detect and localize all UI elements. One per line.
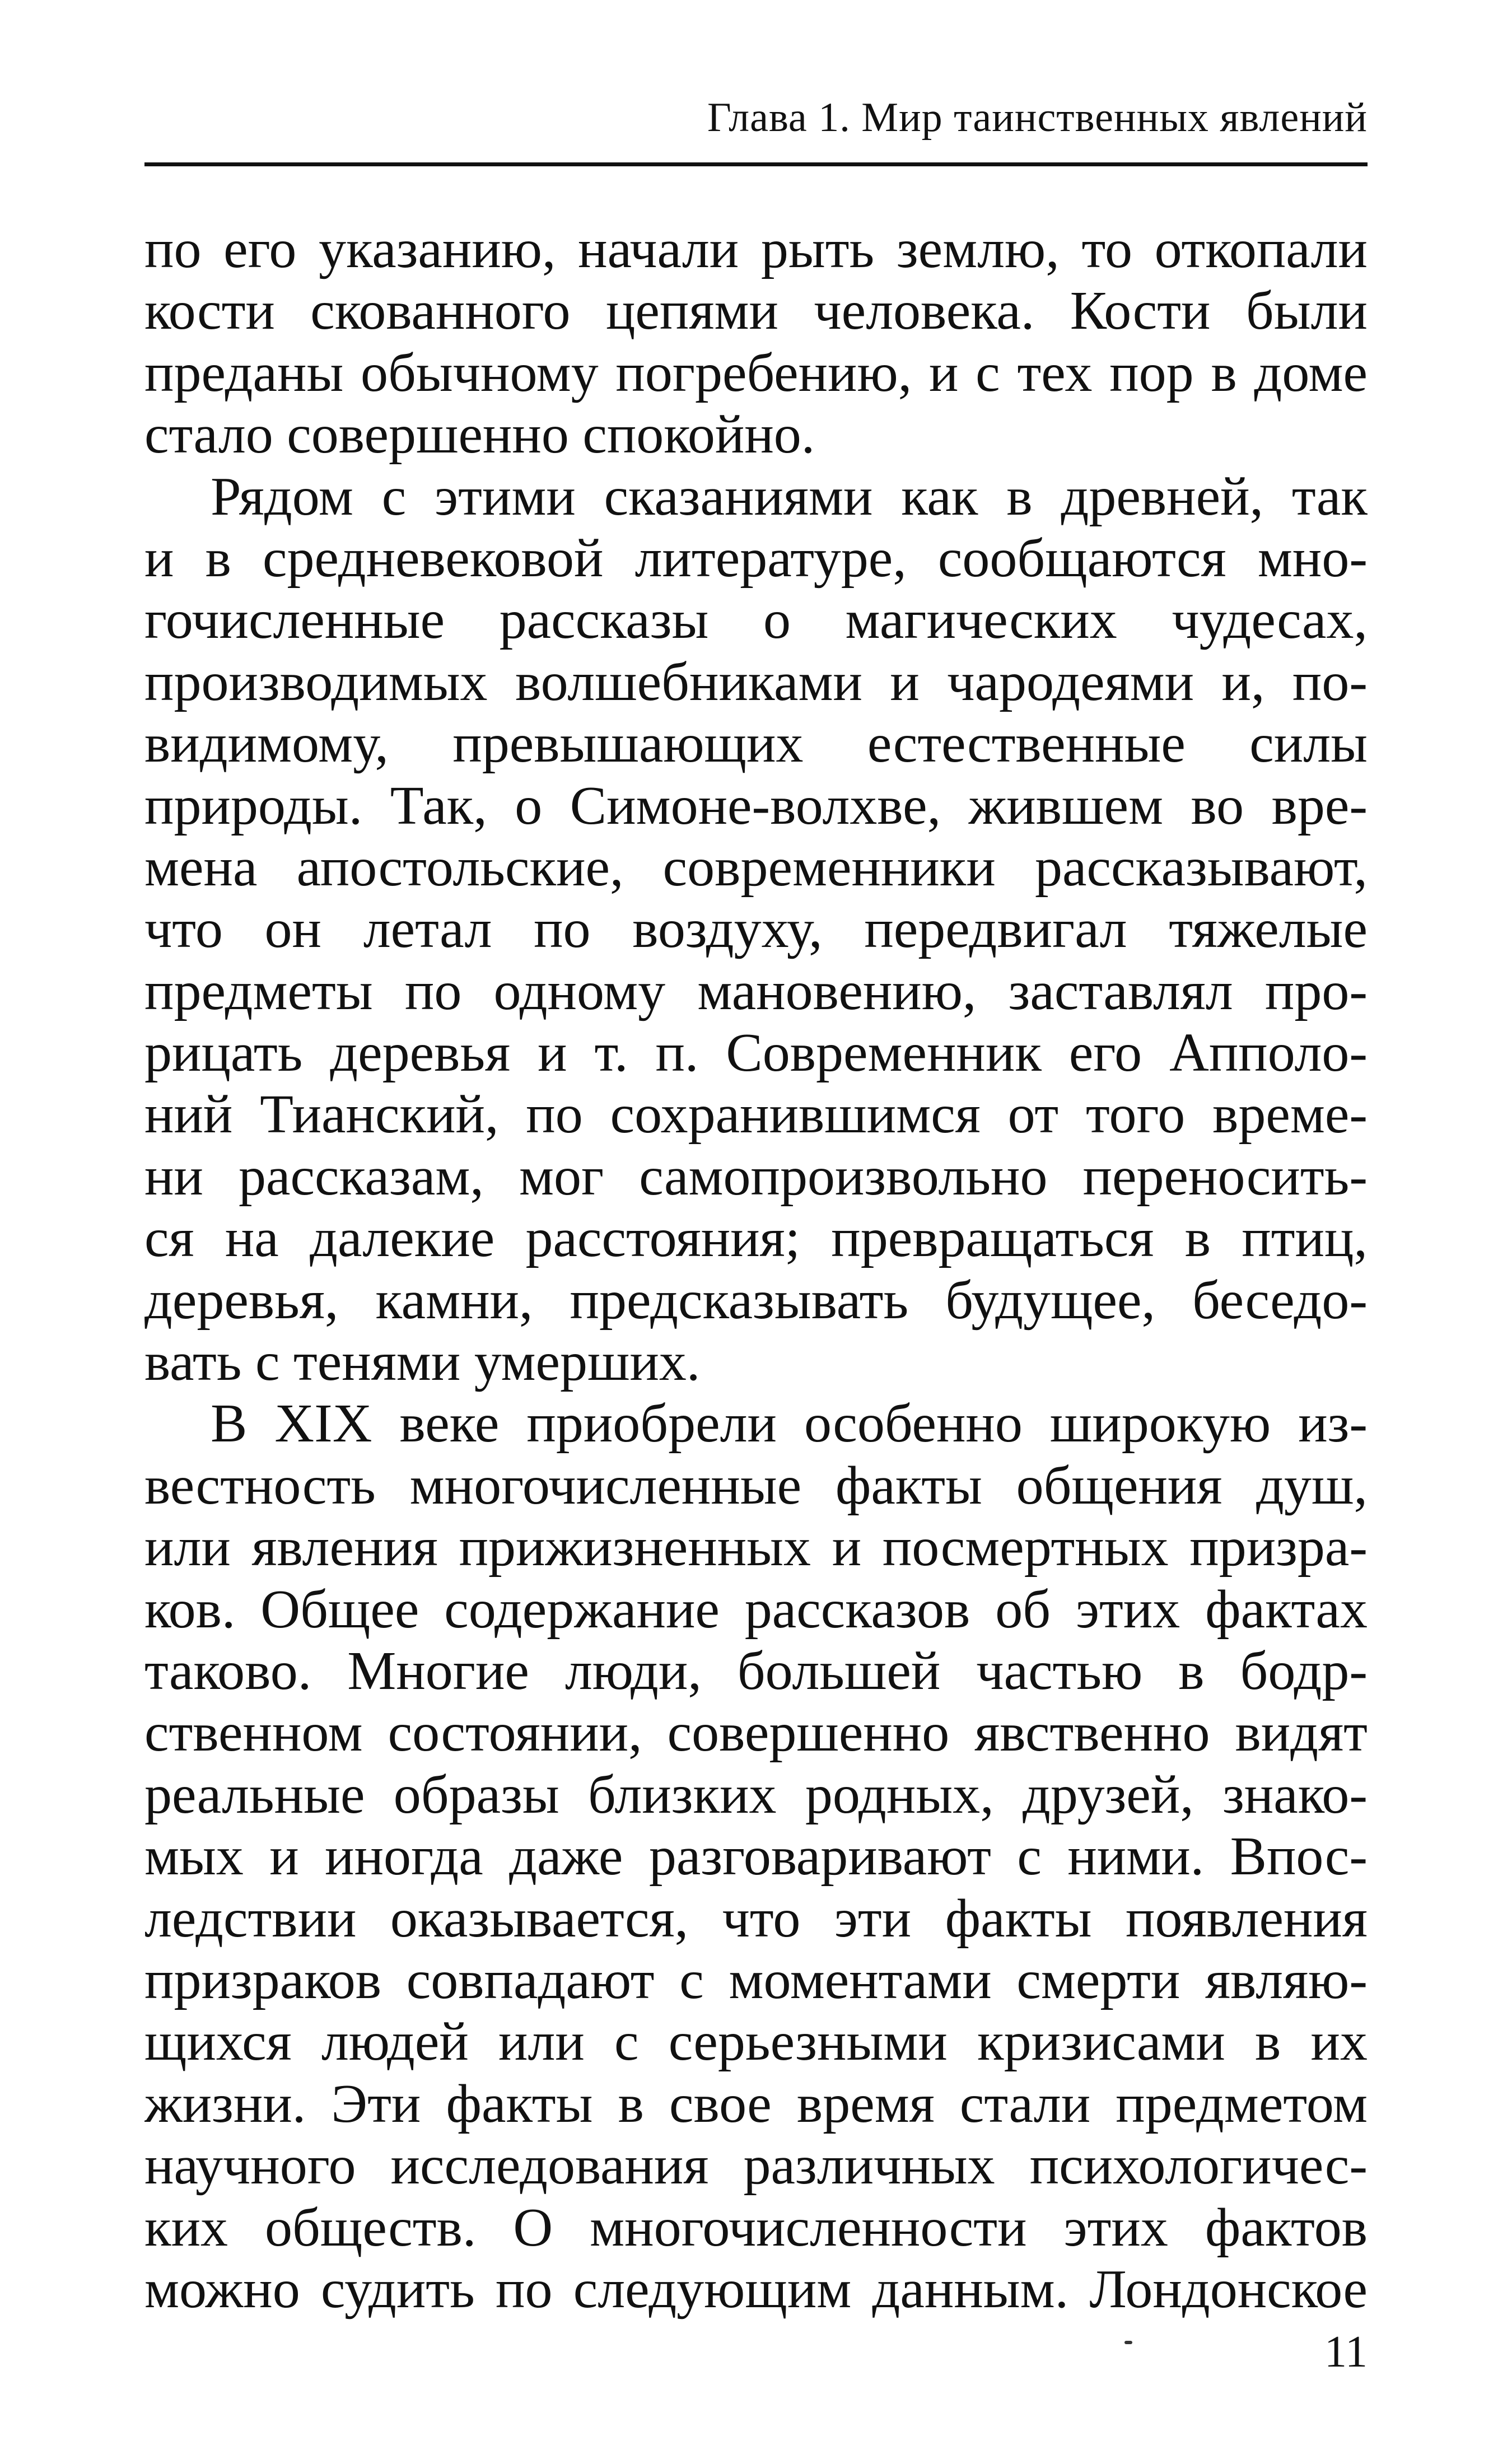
text-line: таково. Многие люди, большей частью в бодр- <box>144 1640 1368 1701</box>
text-line: ледствии оказывается, что эти факты появления <box>144 1888 1368 1949</box>
paragraph <box>144 1393 1368 2320</box>
text-line: преданы обычному погребению, и с тех пор в доме <box>144 342 1368 403</box>
paragraph <box>144 218 1368 466</box>
text-line: рицать деревья и т. п. Современник его Апполо- <box>144 1023 1368 1084</box>
text-line: стало совершенно спокойно. <box>144 404 815 465</box>
text-line: вестность многочисленные факты общения душ, <box>144 1455 1368 1516</box>
print-speck <box>1124 2341 1132 2344</box>
text-line: гочисленные рассказы о магических чудесах, <box>144 590 1368 651</box>
text-line: мена апостольские, современники рассказывают, <box>144 837 1368 898</box>
text-line: призраков совпадают с моментами смерти являю- <box>144 1949 1368 2010</box>
text-line: ков. Общее содержание рассказов об этих фактах <box>144 1579 1368 1640</box>
text-line: и в средневековой литературе, сообщаются мно- <box>144 528 1368 589</box>
text-line: можно судить по следующим данным. Лондонское <box>144 2258 1368 2320</box>
header-rule <box>144 162 1368 166</box>
text-line: или явления прижизненных и посмертных призра- <box>144 1517 1368 1578</box>
text-line: мых и иногда даже разговаривают с ними. Впос- <box>144 1826 1368 1887</box>
text-line: ни рассказам, мог самопроизвольно переносить- <box>144 1146 1368 1207</box>
text-line: по его указанию, начали рыть землю, то откопали <box>144 219 1368 279</box>
text-line: жизни. Эти факты в свое время стали предметом <box>144 2073 1368 2134</box>
text-line: В XIX веке приобрели особенно широкую из- <box>211 1393 1368 1454</box>
text-line: ся на далекие расстояния; превращаться в птиц, <box>144 1208 1368 1269</box>
text-line: что он летал по воздуху, передвигал тяжелые <box>144 899 1368 960</box>
text-line: деревья, камни, предсказывать будущее, беседо- <box>144 1270 1368 1331</box>
text-line: природы. Так, о Симоне-волхве, жившем во вре- <box>144 775 1368 836</box>
text-line: кости скованного цепями человека. Кости были <box>144 281 1368 342</box>
paragraph <box>144 466 1368 1393</box>
text-line: производимых волшебниками и чародеями и, по- <box>144 651 1368 712</box>
text-line: вать с тенями умерших. <box>144 1332 701 1393</box>
text-line: реальные образы близких родных, друзей, знако- <box>144 1764 1368 1825</box>
text-line: ственном состоянии, совершенно явственно видят <box>144 1702 1368 1763</box>
running-header: Глава 1. Мир таинственных явлений <box>707 95 1368 141</box>
text-line: Рядом с этими сказаниями как в древней, так <box>211 466 1368 527</box>
text-line: видимому, превышающих естественные силы <box>144 713 1368 774</box>
page-number: 11 <box>1324 2327 1368 2377</box>
text-line: ких обществ. О многочисленности этих фактов <box>144 2197 1368 2258</box>
text-line: предметы по одному мановению, заставлял про- <box>144 960 1368 1021</box>
text-line: научного исследования различных психологичес- <box>144 2135 1368 2196</box>
text-line: ний Тианский, по сохранившимся от того време- <box>144 1084 1368 1145</box>
body-text <box>144 218 1368 2320</box>
text-line: щихся людей или с серьезными кризисами в их <box>144 2012 1368 2073</box>
